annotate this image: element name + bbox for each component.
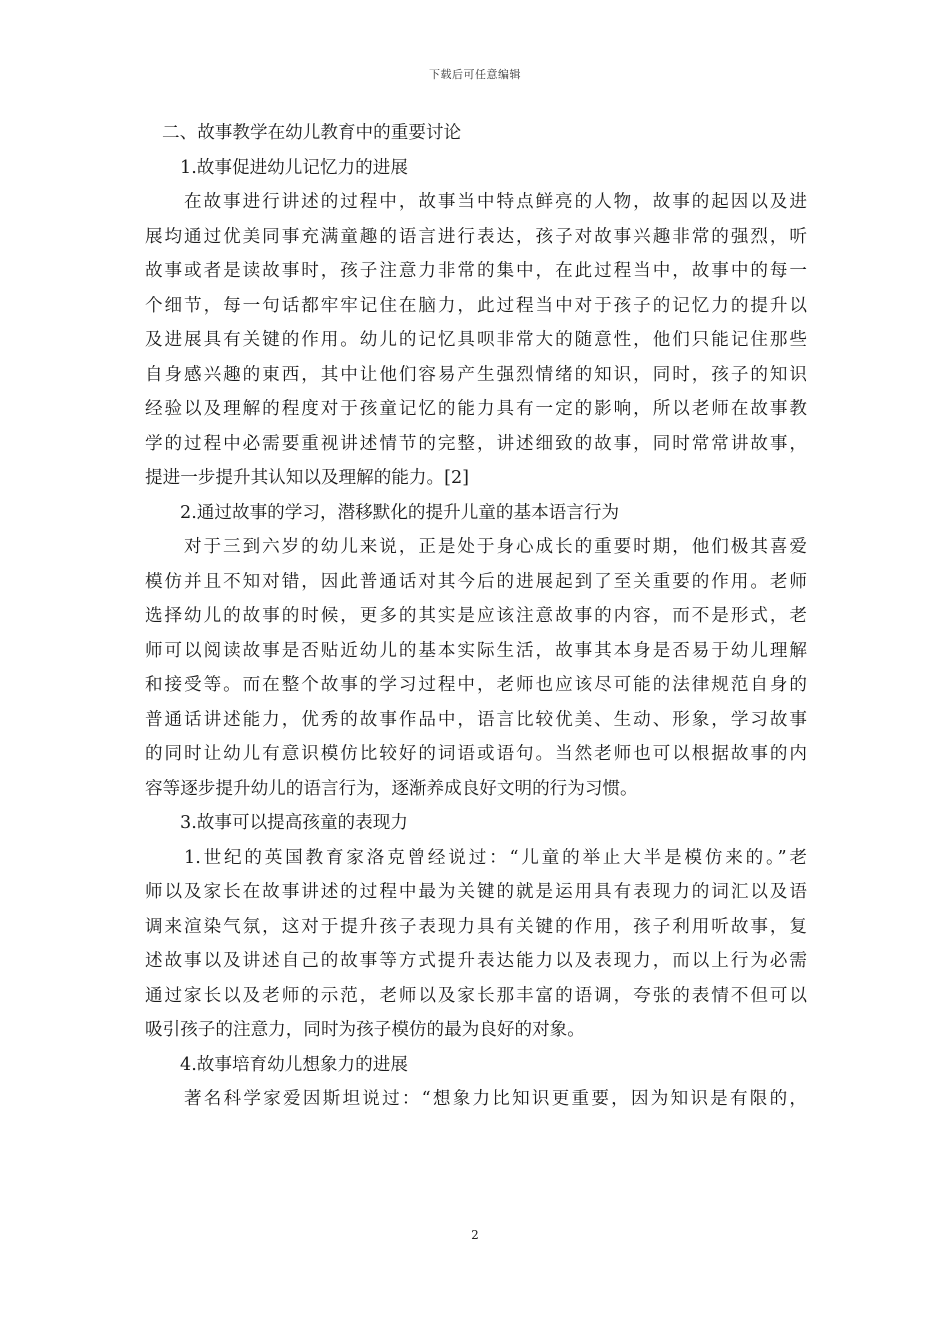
paragraph-line: 个细节，每一句话都牢牢记住在脑力，此过程当中对于孩子的记忆力的提升以 <box>145 295 807 316</box>
page-number: 2 <box>471 1228 479 1242</box>
paragraph-line: 自身感兴趣的東西，其中让他们容易产生强烈情绪的知识，同时，孩子的知识 <box>145 364 807 385</box>
paragraph-line: 经验以及理解的程度对于孩童记忆的能力具有一定的影响，所以老师在故事教 <box>145 399 807 419</box>
paragraph-line: 师可以阅读故事是否贴近幼儿的基本实际生活，故事其本身是否易于幼儿理解 <box>145 640 807 661</box>
subsection-heading: 3.故事可以提高孩童的表现力 <box>180 813 408 833</box>
paragraph-line: 吸引孩子的注意力，同时为孩子模仿的最为良好的对象。 <box>145 1020 585 1040</box>
paragraph-line: 著名科学家爱因斯坦说过：“想象力比知识更重要，因为知识是有限的， <box>184 1089 807 1109</box>
paragraph-line: 述故事以及讲述自己的故事等方式提升表达能力以及表现力，而以上行为必需 <box>145 951 807 971</box>
paragraph-line: 选择幼儿的故事的时候，更多的其实是应该注意故事的内容，而不是形式，老 <box>145 606 807 626</box>
paragraph-line: 的同时让幼儿有意识模仿比较好的词语或语句。当然老师也可以根据故事的内 <box>145 744 807 764</box>
paragraph-line: 调来渲染气氛，这对于提升孩子表现力具有关键的作用，孩子利用听故事，复 <box>145 916 807 937</box>
subsection-heading: 4.故事培育幼儿想象力的进展 <box>180 1054 408 1075</box>
paragraph-line: 通过家长以及老师的示范，老师以及家长那丰富的语调，夸张的表情不但可以 <box>145 985 807 1006</box>
paragraph-line: 故事或者是读故事时，孩子注意力非常的集中，在此过程当中，故事中的每一 <box>145 261 807 281</box>
paragraph-line: 展均通过优美同事充满童趣的语言进行表达，孩子对故事兴趣非常的强烈，听 <box>145 226 807 247</box>
paragraph-line: 及进展具有关键的作用。幼儿的记忆具呗非常大的随意性，他们只能记住那些 <box>145 330 807 350</box>
body-text <box>145 116 807 1117</box>
subsection-heading: 1.故事促进幼儿记忆力的进展 <box>180 157 408 178</box>
subsection-heading: 2.通过故事的学习，潜移默化的提升儿童的基本语言行为 <box>180 502 620 523</box>
paragraph-line: 模仿并且不知对错，因此普通话对其今后的进展起到了至关重要的作用。老师 <box>145 571 807 592</box>
page-header: 下载后可任意编辑 <box>429 68 521 81</box>
paragraph-line: 师以及家长在故事讲述的过程中最为关键的就是运用具有表现力的词汇以及语 <box>145 882 807 902</box>
paragraph-line: 在故事进行讲述的过程中，故事当中特点鲜亮的人物，故事的起因以及进 <box>184 192 807 212</box>
paragraph-line: 和接受等。而在整个故事的学习过程中，老师也应该尽可能的法律规范自身的 <box>145 675 807 695</box>
paragraph-line: 提进一步提升其认知以及理解的能力。[2] <box>145 468 470 488</box>
section-heading: 二、故事教学在幼儿教育中的重要讨论 <box>162 123 462 143</box>
paragraph-line: 对于三到六岁的幼儿来说，正是处于身心成长的重要时期，他们极其喜爱 <box>184 537 807 557</box>
paragraph-line: 1.世纪的英国教育家洛克曾经说过：“儿童的举止大半是模仿来的。”老 <box>184 847 807 868</box>
paragraph-line: 学的过程中必需要重视讲述情节的完整，讲述细致的故事，同时常常讲故事， <box>145 433 807 454</box>
paragraph-line: 容等逐步提升幼儿的语言行为，逐渐养成良好文明的行为习惯。 <box>145 778 638 799</box>
paragraph-line: 普通话讲述能力，优秀的故事作品中，语言比较优美、生动、形象，学习故事 <box>145 709 807 730</box>
